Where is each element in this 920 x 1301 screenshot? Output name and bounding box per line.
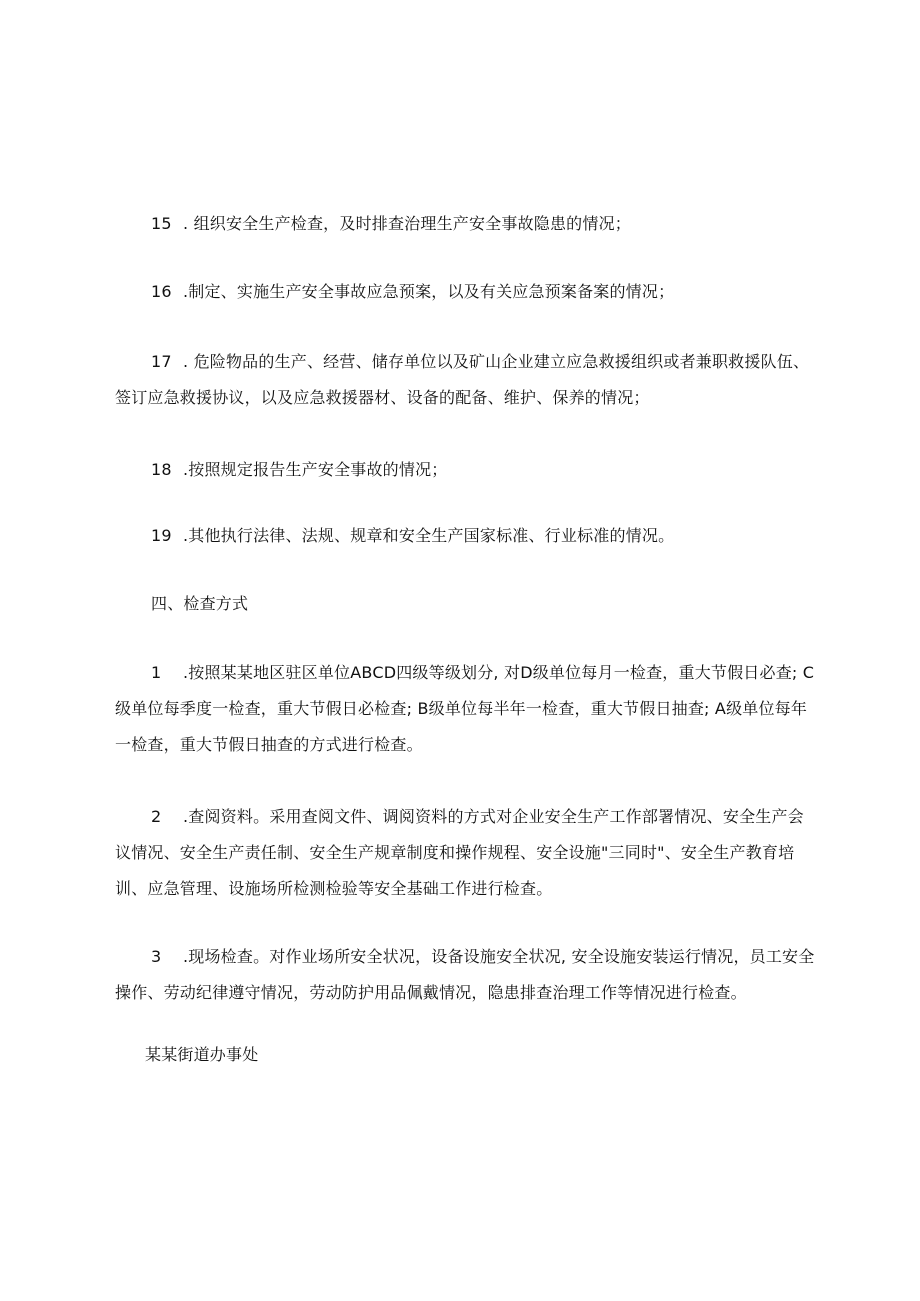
- item-18: [115, 452, 815, 488]
- item-16: [115, 274, 815, 310]
- signature: 某某街道办事处: [145, 1045, 259, 1064]
- item-number: 15: [151, 214, 172, 233]
- item-19: [115, 518, 815, 554]
- item-text: .其他执行法律、法规、规章和安全生产国家标准、行业标准的情况。: [183, 526, 675, 545]
- item-17: [115, 344, 815, 416]
- method-1: [115, 655, 815, 763]
- method-text: .查阅资料。采用查阅文件、调阅资料的方式对企业安全生产工作部署情况、安全生产会议情况、安全生产责任制、安全生产规章制度和操作规程、安全设施"三同时"、安全生产教育培训、应急管理、设施场所检测检验等安全基础工作进行检查。: [115, 807, 804, 898]
- item-text: . 危险物品的生产、经营、储存单位以及矿山企业建立应急救援组织或者兼职救援队伍、签订应急救援协议，以及应急救援器材、设备的配备、维护、保养的情况；: [115, 352, 810, 407]
- item-number: 17: [151, 352, 172, 371]
- method-number: 3: [151, 947, 162, 966]
- item-number: 16: [151, 282, 172, 301]
- method-number: 1: [151, 663, 162, 682]
- section-heading: 四、检查方式: [151, 594, 249, 613]
- method-2: [115, 799, 815, 907]
- method-text: .现场检查。对作业场所安全状况，设备设施安全状况, 安全设施安装运行情况，员工安全操作、劳动纪律遵守情况，劳动防护用品佩戴情况，隐患排查治理工作等情况进行检查。: [115, 947, 815, 1002]
- item-15: [115, 206, 815, 242]
- item-text: . 组织安全生产检查，及时排查治理生产安全事故隐患的情况；: [183, 214, 631, 233]
- item-text: .按照规定报告生产安全事故的情况；: [183, 460, 448, 479]
- method-3: [115, 939, 815, 1011]
- method-text: .按照某某地区驻区单位ABCD四级等级划分, 对D级单位每月一检查，重大节假日必查; C级单位每季度一检查，重大节假日必检查; B级单位每半年一检查，重大节假日抽查; A级单位每年一检查，重大节假日抽查的方式进行检查。: [115, 663, 815, 754]
- item-text: .制定、实施生产安全事故应急预案，以及有关应急预案备案的情况；: [183, 282, 675, 301]
- item-number: 18: [151, 460, 172, 479]
- method-number: 2: [151, 807, 162, 826]
- item-number: 19: [151, 526, 172, 545]
